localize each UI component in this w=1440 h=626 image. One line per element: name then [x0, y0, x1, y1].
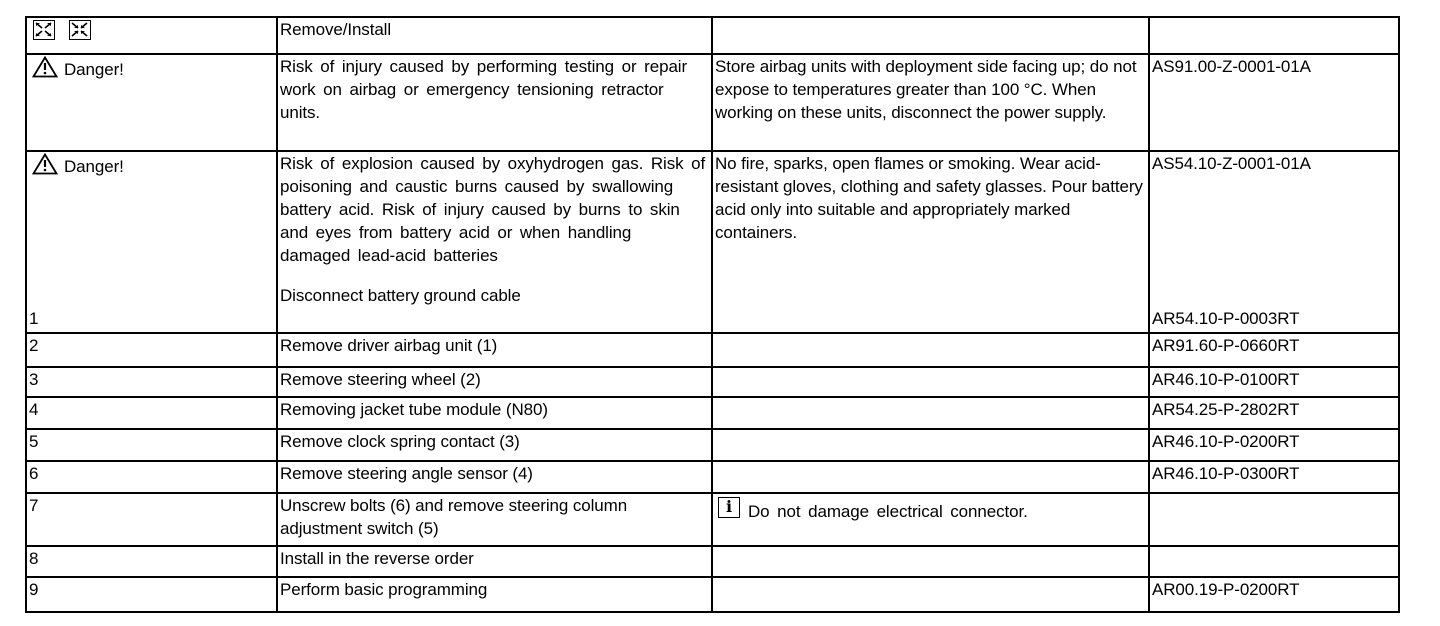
table-row [26, 461, 1399, 493]
warning-row [26, 54, 1399, 151]
step-number: 9 [26, 577, 277, 612]
header-row [26, 17, 1399, 54]
warning-triangle-icon [32, 56, 58, 84]
install-icon [69, 20, 91, 40]
step-text: Unscrew bolts (6) and remove steering column adjustment switch (5) [277, 493, 712, 546]
warning-risk-text: Risk of explosion caused by oxyhydrogen gas. Risk of poisoning and caustic burns caused by swallowing battery acid. Risk of injury caused by burns to skin and eyes from battery acid or when handling damaged lead-acid batteries [280, 154, 706, 265]
step-number: 5 [26, 429, 277, 461]
step-reference: AR00.19-P-0200RT [1149, 577, 1399, 612]
step-reference: AR46.10-P-0300RT [1149, 461, 1399, 493]
step-number: 1 [29, 309, 39, 328]
warning-reference: AS91.00-Z-0001-01A [1149, 54, 1399, 151]
step-number: 2 [26, 333, 277, 367]
step-text: Remove clock spring contact (3) [277, 429, 712, 461]
table-row [26, 493, 1399, 546]
table-row [26, 546, 1399, 577]
remove-icon [33, 20, 55, 40]
step-number: 7 [26, 493, 277, 546]
step-text: Removing jacket tube module (N80) [277, 397, 712, 429]
step-text: Install in the reverse order [277, 546, 712, 577]
step-text: Disconnect battery ground cable [280, 286, 521, 305]
step-number: 3 [26, 367, 277, 397]
warning-reference: AS54.10-Z-0001-01A [1152, 154, 1311, 173]
step-number: 6 [26, 461, 277, 493]
danger-label: Danger! [64, 60, 124, 79]
step-note: Do not damage electrical connector. [748, 502, 1028, 521]
step-reference: AR46.10-P-0100RT [1149, 367, 1399, 397]
step-text: Remove driver airbag unit (1) [277, 333, 712, 367]
procedure-table [25, 16, 1400, 613]
warning-row [26, 151, 1399, 333]
warning-triangle-icon [32, 153, 58, 181]
header-icons-cell [26, 17, 277, 54]
step-number: 4 [26, 397, 277, 429]
step-reference: AR54.25-P-2802RT [1149, 397, 1399, 429]
warning-measure-text: No fire, sparks, open flames or smoking. Wear acid-resistant gloves, clothing and safety glasses. Pour battery acid only into suitable and appropriately marked containers. [712, 151, 1149, 333]
table-row [26, 397, 1399, 429]
step-reference: AR46.10-P-0200RT [1149, 429, 1399, 461]
step-text: Perform basic programming [277, 577, 712, 612]
danger-label: Danger! [64, 157, 124, 176]
step-reference: AR91.60-P-0660RT [1149, 333, 1399, 367]
table-row [26, 429, 1399, 461]
step-reference: AR54.10-P-0003RT [1152, 309, 1300, 328]
step-number: 8 [26, 546, 277, 577]
table-row [26, 577, 1399, 612]
table-row [26, 333, 1399, 367]
info-icon: i [718, 497, 740, 518]
warning-risk-text: Risk of injury caused by performing testing or repair work on airbag or emergency tensioning retractor units. [277, 54, 712, 151]
step-text: Remove steering angle sensor (4) [277, 461, 712, 493]
warning-measure-text: Store airbag units with deployment side facing up; do not expose to temperatures greater than 100 °C. When working on these units, disconnect the power supply. [712, 54, 1149, 151]
table-row [26, 367, 1399, 397]
step-text: Remove steering wheel (2) [277, 367, 712, 397]
header-title: Remove/Install [277, 17, 712, 54]
